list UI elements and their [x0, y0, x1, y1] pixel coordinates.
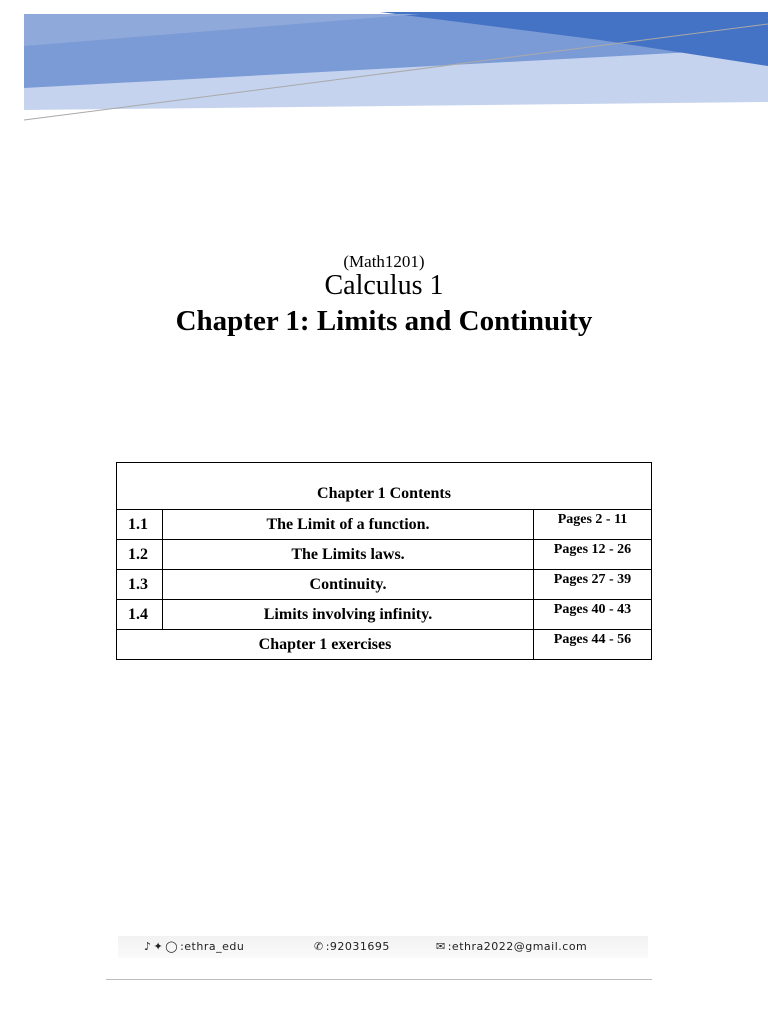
email-address: :ethra2022@gmail.com [447, 940, 588, 953]
twitter-icon: ✦ [153, 940, 164, 953]
email-contact [436, 940, 587, 953]
section-pages: Pages 40 - 43 [534, 600, 652, 630]
social-contact [144, 940, 244, 953]
section-pages: Pages 12 - 26 [534, 540, 652, 570]
contents-table [116, 462, 652, 660]
course-code: (Math1201) [343, 252, 425, 271]
section-number: 1.3 [117, 570, 163, 600]
footer-divider [106, 979, 652, 980]
social-handle: :ethra_edu [180, 940, 245, 953]
section-pages: Pages 2 - 11 [534, 510, 652, 540]
course-title: Calculus 1 [324, 270, 444, 301]
instagram-icon: ◯ [165, 940, 179, 953]
section-title: Continuity. [163, 570, 534, 600]
mail-icon: ✉ [436, 940, 446, 953]
section-number: 1.1 [117, 510, 163, 540]
contents-caption: Chapter 1 Contents [117, 463, 652, 510]
tiktok-icon: ♪ [144, 940, 152, 953]
phone-number: :92031695 [325, 940, 390, 953]
section-number: 1.4 [117, 600, 163, 630]
contents-row [117, 570, 652, 600]
contents-row [117, 600, 652, 630]
contents-row [117, 510, 652, 540]
section-title: The Limits laws. [163, 540, 534, 570]
exercises-row [117, 630, 652, 660]
section-pages: Pages 27 - 39 [534, 570, 652, 600]
header-banner [0, 0, 768, 130]
whatsapp-icon: ✆ [314, 940, 324, 953]
exercises-pages: Pages 44 - 56 [534, 630, 652, 660]
section-title: Limits involving infinity. [163, 600, 534, 630]
section-title: The Limit of a function. [163, 510, 534, 540]
contents-row [117, 540, 652, 570]
section-number: 1.2 [117, 540, 163, 570]
phone-contact [314, 940, 390, 953]
contents-caption-row [117, 463, 652, 510]
exercises-title: Chapter 1 exercises [117, 630, 534, 660]
chapter-title: Chapter 1: Limits and Continuity [175, 305, 593, 337]
footer-contact-strip [118, 936, 648, 958]
